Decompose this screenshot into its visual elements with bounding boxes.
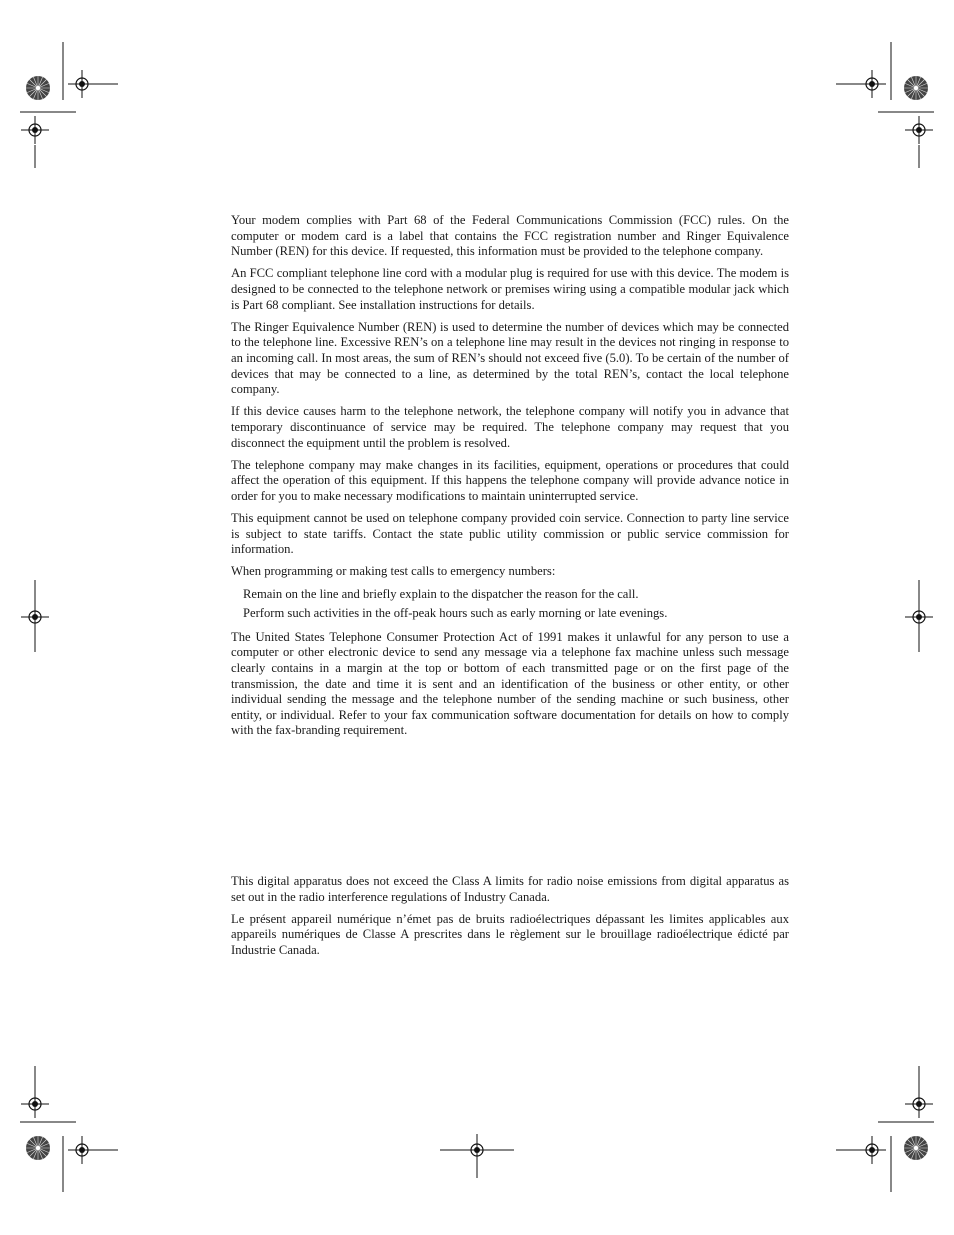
fcc-notice-section xyxy=(231,213,789,746)
registration-mark-icon xyxy=(21,116,49,144)
registration-mark-icon xyxy=(463,1136,491,1164)
paragraph-french: Le présent appareil numérique n’émet pas de bruits radioélectriques dépassant les limites applicables aux appareils numériques de Classe A prescrites dans le règlement sur le brouillage radioélectrique édicté par Industrie Canada. xyxy=(231,911,789,957)
industry-canada-section xyxy=(231,874,789,965)
star-target-icon xyxy=(26,1136,50,1160)
paragraph: The Ringer Equivalence Number (REN) is used to determine the number of devices which may be connected to the telephone line. Excessive REN’s on a telephone line may result in the devices not ringing in response to an incoming call. In most areas, the sum of REN’s should not exceed five (5.0). To be certain of the number of devices that may be connected to a line, as determined by the total REN’s, contact the local telephone company. xyxy=(231,319,789,397)
paragraph: An FCC compliant telephone line cord with a modular plug is required for use with this device. The modem is designed to be connected to the telephone network or premises wiring using a compatible modular jack which is Part 68 compliant. See installation instructions for details. xyxy=(231,266,789,312)
registration-mark-icon xyxy=(905,603,933,631)
paragraph-english: This digital apparatus does not exceed the Class A limits for radio noise emissions from digital apparatus as set out in the radio interference regulations of Industry Canada. xyxy=(231,874,789,904)
paragraph: This equipment cannot be used on telephone company provided coin service. Connection to party line service is subject to state tariffs. Contact the state public utility commission or public service commission for information. xyxy=(231,511,789,557)
tcpa-paragraph: The United States Telephone Consumer Protection Act of 1991 makes it unlawful for any person to use a computer or other electronic device to send any message via a telephone fax machine unless such message clearly contains in a margin at the top or bottom of each transmitted page or on the first page of the transmission, the date and time it is sent and an identification of the business or other entity, or other individual sending the message and the telephone number of the sending machine or such business, other entity, or individual. Refer to your fax communication software documentation for details on how to comply with the fax-branding requirement. xyxy=(231,629,789,738)
registration-mark-icon xyxy=(68,1136,96,1164)
registration-mark-icon xyxy=(21,1090,49,1118)
registration-mark-icon xyxy=(905,1090,933,1118)
paragraph: The telephone company may make changes in its facilities, equipment, operations or procedures that could affect the operation of this equipment. If this happens the telephone company will provide advance notice in order for you to make necessary modifications to maintain uninterrupted service. xyxy=(231,457,789,503)
star-target-icon xyxy=(904,76,928,100)
registration-mark-icon xyxy=(858,1136,886,1164)
registration-mark-icon xyxy=(21,603,49,631)
paragraph: When programming or making test calls to emergency numbers: xyxy=(231,564,556,579)
registration-mark-icon xyxy=(858,70,886,98)
star-target-icon xyxy=(26,76,50,100)
star-target-icon xyxy=(904,1136,928,1160)
paragraph: If this device causes harm to the telephone network, the telephone company will notify you in advance that temporary discontinuance of service may be required. The telephone company may request that you disconnect the equipment until the problem is resolved. xyxy=(231,404,789,450)
list-item: Perform such activities in the off-peak hours such as early morning or late evenings. xyxy=(243,606,668,621)
registration-mark-icon xyxy=(68,70,96,98)
registration-mark-icon xyxy=(905,116,933,144)
paragraph: Your modem complies with Part 68 of the Federal Communications Commission (FCC) rules. On the computer or modem card is a label that contains the FCC registration number and Ringer Equivalence Number (REN) for this device. If requested, this information must be provided to the telephone company. xyxy=(231,213,789,259)
list-item: Remain on the line and briefly explain to the dispatcher the reason for the call. xyxy=(243,586,639,601)
emergency-list xyxy=(243,587,789,622)
